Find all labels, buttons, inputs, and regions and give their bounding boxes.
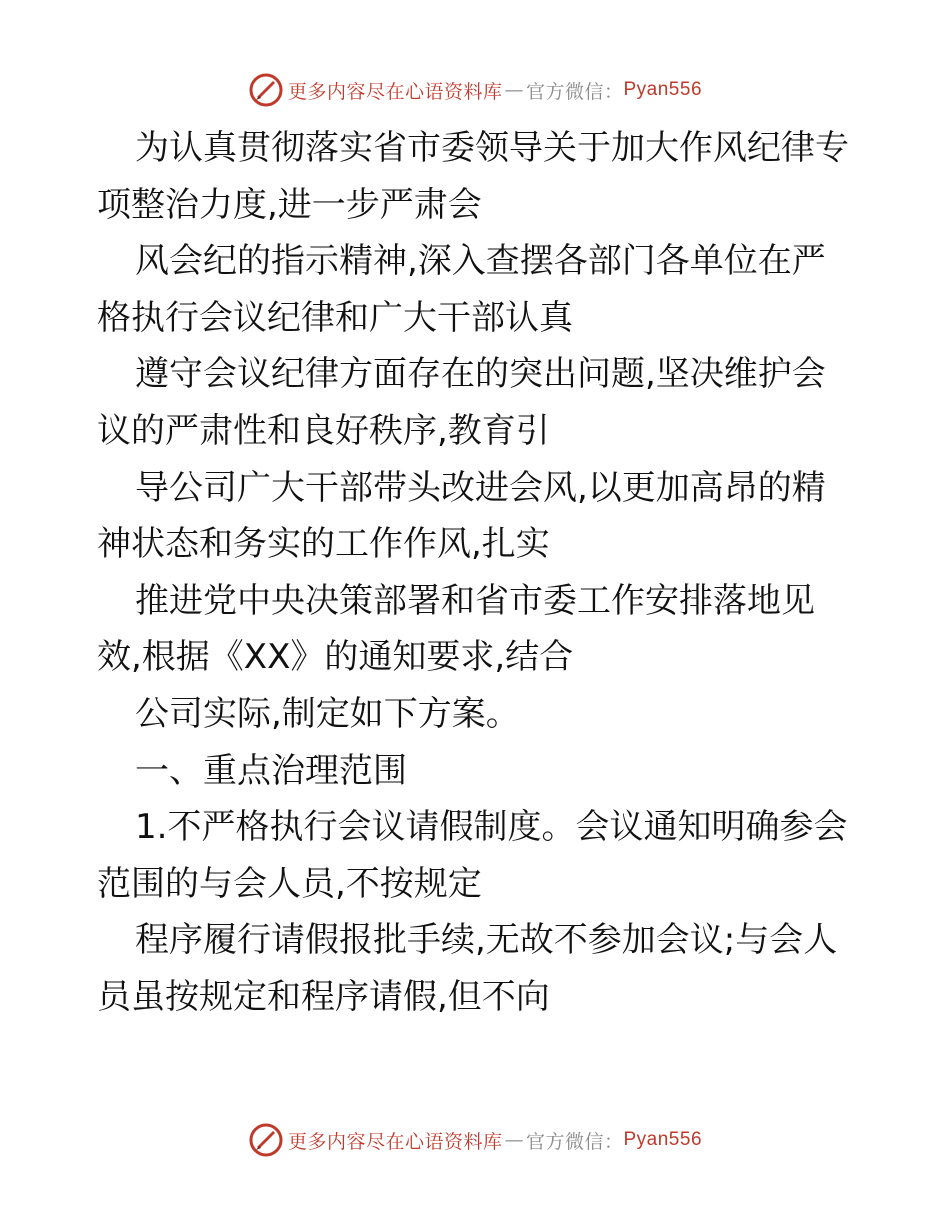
- quill-logo-icon: [248, 72, 284, 108]
- text-line: 效,根据《XX》的通知要求,结合: [97, 637, 574, 678]
- text-line: 神状态和务实的工作作风,扎实: [97, 524, 550, 565]
- text-line: 风会纪的指示精神,深入查摆各部门各单位在严: [135, 241, 826, 282]
- watermark-brand: 更多内容尽在心语资料库: [287, 80, 503, 103]
- section-heading: 一、重点治理范围: [135, 750, 407, 791]
- text-line: 项整治力度,进一步严肃会: [97, 184, 482, 225]
- text-line: 员虽按规定和程序请假,但不向: [97, 976, 550, 1017]
- text-line: 范围的与会人员,不按规定: [97, 863, 482, 904]
- watermark-separator: —: [504, 1129, 524, 1151]
- watermark-brand: 更多内容尽在心语资料库: [287, 1130, 503, 1153]
- text-line: 遵守会议纪律方面存在的突出问题,坚决维护会: [135, 354, 826, 395]
- header-watermark: [0, 70, 950, 110]
- footer-watermark: [0, 1120, 950, 1160]
- document-body: [97, 120, 867, 1026]
- watermark-official-label: 官方微信：: [525, 80, 624, 103]
- watermark-official-label: 官方微信：: [525, 1130, 624, 1153]
- watermark-wechat-id: Pyan556: [623, 1129, 703, 1150]
- text-line: 议的严肃性和良好秩序,教育引: [97, 410, 550, 451]
- text-line: 推进党中央决策部署和省市委工作安排落地见: [135, 580, 815, 621]
- text-line: 1.不严格执行会议请假制度。会议通知明确参会: [135, 807, 848, 848]
- watermark-wechat-id: Pyan556: [623, 79, 703, 100]
- text-line: 程序履行请假报批手续,无故不参加会议;与会人: [135, 920, 838, 961]
- quill-logo-icon: [248, 1122, 284, 1158]
- text-line: 公司实际,制定如下方案。: [135, 693, 520, 734]
- text-line: 导公司广大干部带头改进会风,以更加高昂的精: [135, 467, 826, 508]
- text-line: 为认真贯彻落实省市委领导关于加大作风纪律专: [135, 128, 849, 168]
- text-line: 格执行会议纪律和广大干部认真: [97, 297, 573, 338]
- watermark-separator: —: [504, 79, 524, 101]
